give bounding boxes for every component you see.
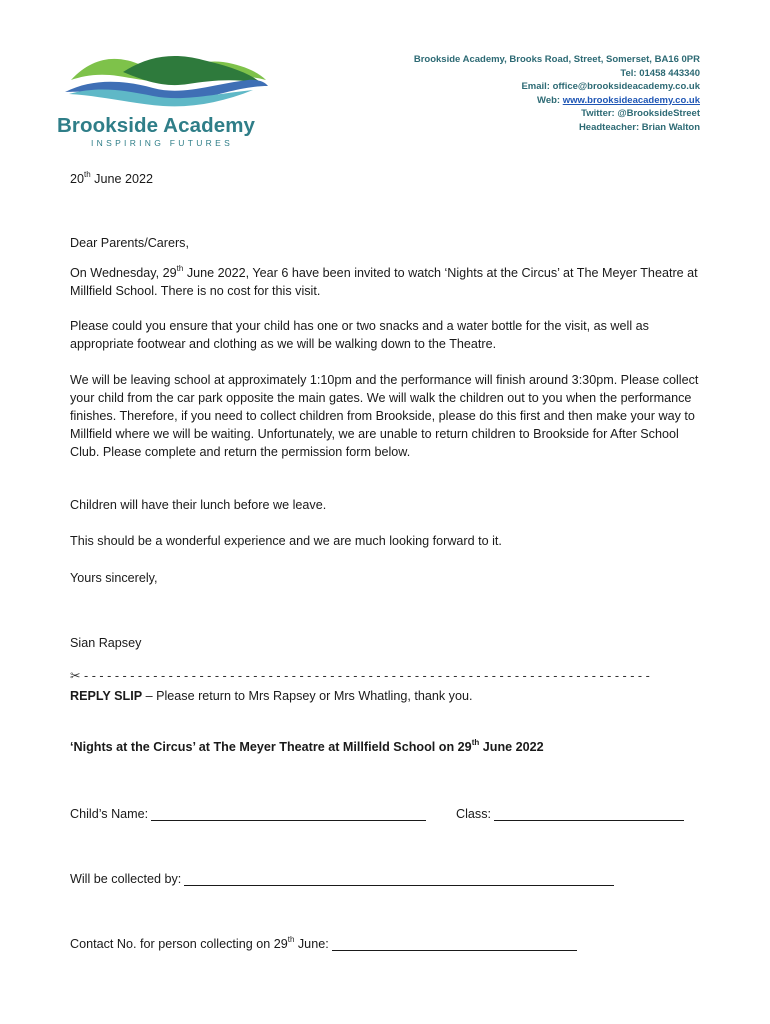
collected-by-label: Will be collected by: <box>70 872 182 886</box>
event-title-start: ‘Nights at the Circus’ at The Meyer Theatre at Millfield School on 29 <box>70 740 472 754</box>
signature: Sian Rapsey <box>70 636 142 650</box>
reply-slip-instruction: – Please return to Mrs Rapsey or Mrs Whatling, thank you. <box>142 689 473 703</box>
cut-line: ✂ - - - - - - - - - - - - - - - - - - - - - - - - - - - - - - - - - - - - - - - - - - - - - - - - - - - - - - - - - - - - - - - - - - - - - - - - - - <box>70 669 650 683</box>
event-title-suffix: th <box>471 737 480 747</box>
school-email: Email: office@brooksideacademy.co.uk <box>521 81 700 92</box>
p1-end: June 2022, Year 6 have been invited to watch ‘Nights at the Circus’ at The Meyer Theatre at Millfield School. There is no cost for this visit. <box>70 266 698 298</box>
paragraph-5: This should be a wonderful experience and we are much looking forward to it. <box>70 534 502 548</box>
school-tagline: INSPIRING FUTURES <box>91 138 234 148</box>
collected-by-line[interactable] <box>184 871 614 886</box>
reply-slip-heading <box>70 689 472 703</box>
child-name-label: Child’s Name: <box>70 807 149 821</box>
collected-by-field[interactable] <box>70 871 614 886</box>
closing: Yours sincerely, <box>70 571 158 585</box>
date-rest: June 2022 <box>90 172 154 186</box>
event-title-end: June 2022 <box>479 740 544 754</box>
school-tel: Tel: 01458 443340 <box>620 67 700 79</box>
headteacher: Headteacher: Brian Walton <box>578 121 700 133</box>
school-logo <box>55 50 270 150</box>
class-label: Class: <box>456 807 491 821</box>
p1-suffix: th <box>176 263 184 273</box>
reply-slip-title: REPLY SLIP <box>70 689 143 703</box>
contact-number-line[interactable] <box>332 936 577 951</box>
salutation: Dear Parents/Carers, <box>70 236 189 250</box>
school-name: Brookside Academy <box>57 114 256 137</box>
paragraph-4: Children will have their lunch before we leave. <box>70 498 327 512</box>
website-link[interactable]: www.brooksideacademy.co.uk <box>562 94 700 106</box>
class-line[interactable] <box>494 806 684 821</box>
contact-number-field[interactable] <box>70 936 577 951</box>
paragraph-1 <box>70 264 710 300</box>
contact-label-suffix: th <box>287 934 295 944</box>
contact-label-end: June: <box>294 937 329 951</box>
paragraph-2: Please could you ensure that your child has one or two snacks and a water bottle for the visit, as well as appropriate footwear and clothing as we will be walking down to the Theatre. <box>70 319 649 351</box>
class-field[interactable] <box>456 806 684 821</box>
contact-label-start: Contact No. for person collecting on 29 <box>70 937 288 951</box>
web-label: Web: <box>537 94 561 106</box>
contact-block <box>414 53 700 134</box>
p1-start: On Wednesday, 29 <box>70 266 177 280</box>
hills-wave-icon <box>63 50 268 112</box>
paragraph-3: We will be leaving school at approximately 1:10pm and the performance will finish around 3:30pm. Please collect your child from the car park opposite the main gates. We will walk the children out to you when the performance finishes. Therefore, if you need to collect children from Brookside, please do this first and then make your way to Millfield where we will be waiting. Unfortunately, we are unable to return children to Brookside for After School Club. Please complete and return the permission form below. <box>70 373 699 459</box>
letter-date <box>70 170 710 188</box>
date-day: 20 <box>70 172 85 186</box>
school-twitter: Twitter: @BrooksideStreet <box>581 108 700 119</box>
contact-number-label <box>70 934 329 951</box>
school-web <box>414 94 700 108</box>
child-name-field[interactable] <box>70 806 426 821</box>
date-suffix: th <box>84 169 91 179</box>
child-name-line[interactable] <box>151 806 426 821</box>
event-title <box>70 737 544 754</box>
school-address: Brookside Academy, Brooks Road, Street, Somerset, BA16 0PR <box>413 54 700 65</box>
